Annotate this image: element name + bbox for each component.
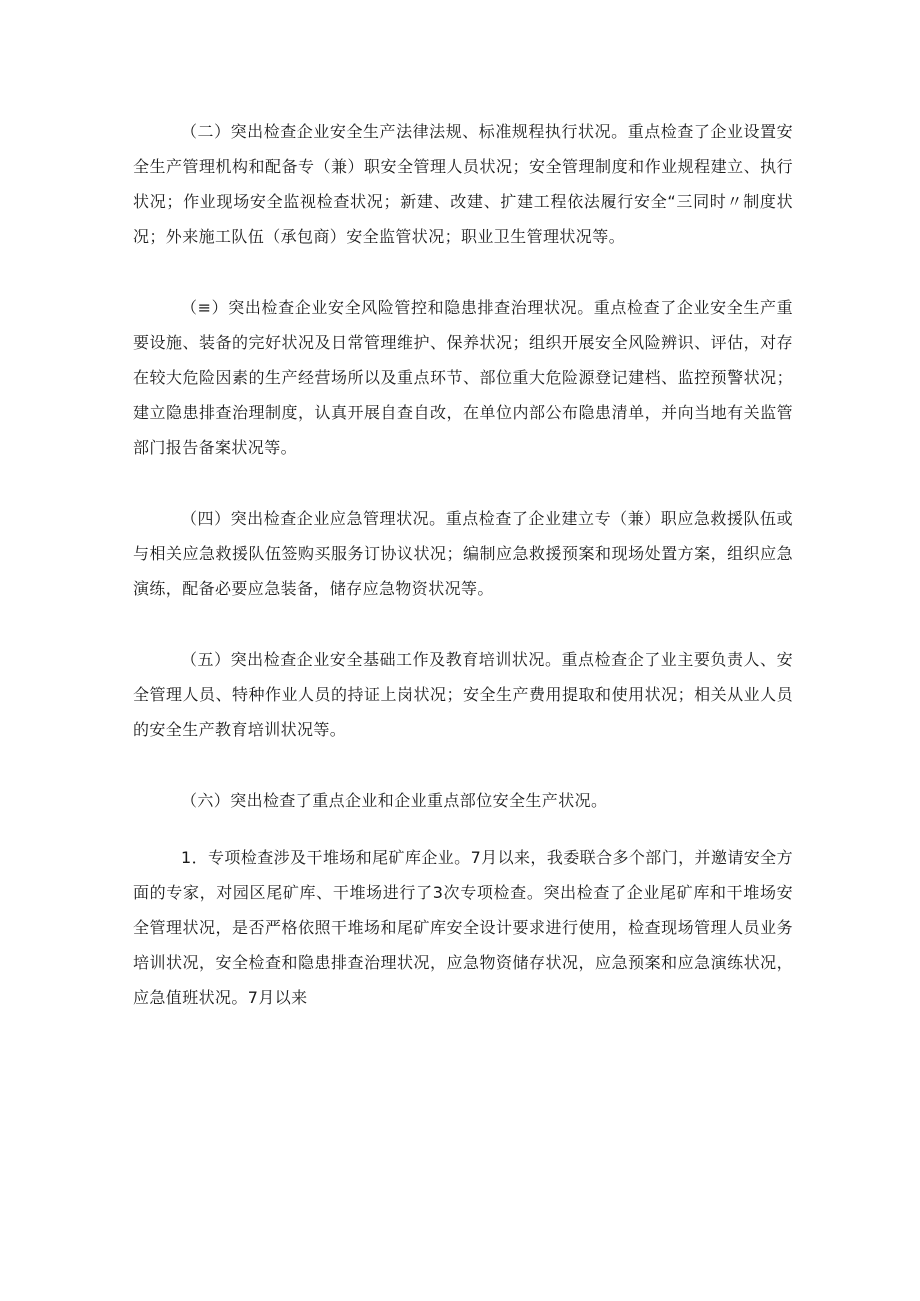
- paragraph-tailings-inspection: 1．专项检查涉及干堆场和尾矿库企业。7月以来，我委联合多个部门，并邀请安全方面的专家，对园区尾矿库、干堆场进行了3次专项检查。突出检查了企业尾矿库和干堆场安全管理状况，是否严格依照干堆场和尾矿库安全设计要求进行使用，检查现场管理人员业务培训状况，安全检查和隐患排查治理状况，应急物资储存状况，应急预案和应急演练状况，应急值班状况。7月以来: [133, 848, 793, 1007]
- paragraph-inspect-key-enterprises: （六）突出检查了重点企业和企业重点部位安全生产状况。: [181, 791, 608, 810]
- paragraph-inspect-laws: （二）突出检查企业安全生产法律法规、标准规程执行状况。重点检查了企业设置安全生产管理机构和配备专（兼）职安全管理人员状况；安全管理制度和作业规程建立、执行状况；作业现场安全监视检查状况；新建、改建、扩建工程依法履行安全“三同时〃制度状况；外来施工队伍（承包商）安全监管状况；职业卫生管理状况等。: [133, 122, 793, 246]
- paragraph-inspect-risk-control: （≡）突出检查企业安全风险管控和隐患排查治理状况。重点检查了企业安全生产重要设施、装备的完好状况及日常管理维护、保养状况；组织开展安全风险辨识、评估，对存在较大危险因素的生产经营场所以及重点环节、部位重大危险源登记建档、监控预警状况；建立隐患排查治理制度，认真开展自查自改，在单位内部公布隐患清单，并向当地有关监管部门报告备案状况等。: [133, 298, 793, 457]
- paragraph-inspect-training: （五）突出检查企业安全基础工作及教育培训状况。重点检查企了业主要负责人、安全管理人员、特种作业人员的持证上岗状况；安全生产费用提取和使用状况；相关从业人员的安全生产教育培训状况等。: [133, 650, 793, 739]
- document-body: [133, 114, 793, 1015]
- paragraph-inspect-emergency: （四）突出检查企业应急管理状况。重点检查了企业建立专（兼）职应急救援队伍或与相关应急救援队伍签购买服务订协议状况；编制应急救援预案和现场处置方案，组织应急演练，配备必要应急装备，储存应急物资状况等。: [133, 509, 793, 598]
